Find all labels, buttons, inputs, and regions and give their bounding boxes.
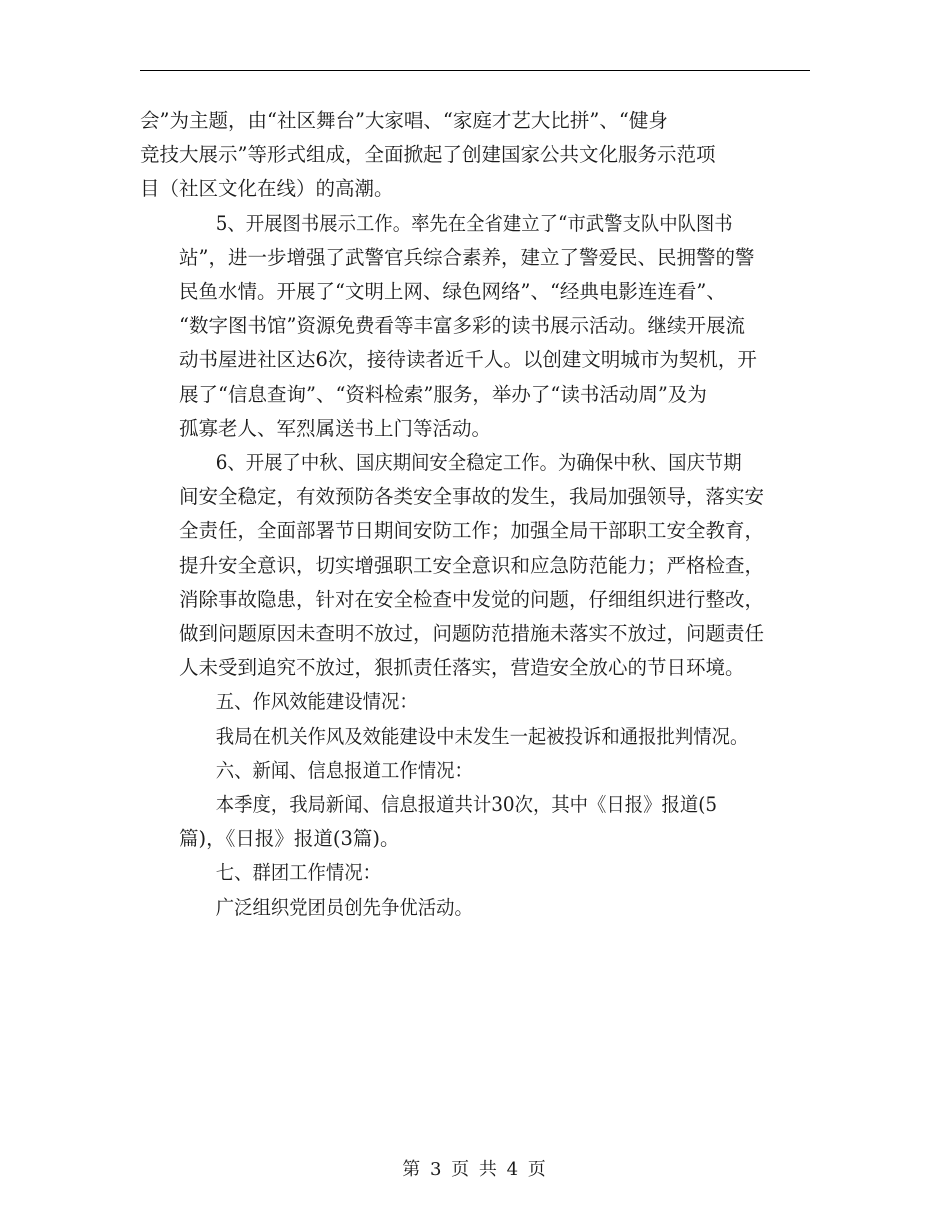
- text-line: 全责任，全面部署节日期间安防工作；加强全局干部职工安全教育，: [179, 519, 765, 543]
- paragraph: [140, 720, 810, 754]
- paragraph: [140, 856, 810, 890]
- text-line: 5、开展图书展示工作。率先在全省建立了“市武警支队中队图书: [215, 211, 733, 235]
- text-line: 六、新闻、信息报道工作情况：: [215, 758, 473, 782]
- text-line: 6、开展了中秋、国庆期间安全稳定工作。为确保中秋、国庆节期: [215, 451, 742, 475]
- text-line: 我局在机关作风及效能建设中未发生一起被投诉和通报批判情况。: [215, 724, 749, 748]
- text-line: 七、群团工作情况：: [215, 861, 382, 885]
- text-line: 消除事故隐患，针对在安全检查中发觉的问题，仔细组织进行整改，: [179, 587, 765, 611]
- paragraph: [140, 788, 810, 856]
- document-body: [140, 104, 810, 925]
- paragraph: [140, 891, 810, 925]
- text-line: 站”，进一步增强了武警官兵综合素养，建立了警爱民、民拥警的警: [179, 245, 755, 269]
- text-line: 目（社区文化在线）的高潮。: [140, 177, 394, 201]
- text-line: 五、作风效能建设情况：: [215, 690, 418, 714]
- text-line: 展了“信息查询”、“资料检索”服务，举办了“读书活动周”及为: [179, 382, 707, 406]
- text-line: 会”为主题，由“社区舞台”大家唱、“家庭才艺大比拼”、“健身: [140, 109, 668, 132]
- text-line: 动书屋进社区达6次，接待读者近千人。以创建文明城市为契机，开: [179, 348, 757, 372]
- text-line: 民鱼水情。开展了“文明上网、绿色网络”、“经典电影连连看”、: [179, 280, 726, 304]
- text-line: 本季度，我局新闻、信息报道共计30次，其中《日报》报道(5: [215, 793, 718, 817]
- header-rule: [140, 70, 810, 71]
- text-line: 孤寡老人、军烈属送书上门等活动。: [179, 416, 492, 440]
- text-line: 篇)，《日报》报道(3篇)。: [179, 827, 400, 851]
- text-line: 广泛组织党团员创先争优活动。: [215, 895, 473, 919]
- text-line: 人未受到追究不放过，狠抓责任落实，营造安全放心的节日环境。: [179, 656, 745, 680]
- paragraph: [140, 754, 810, 788]
- page-number-footer: 第 3 页 共 4 页: [402, 1159, 548, 1180]
- text-line: “数字图书馆”资源免费看等丰富多彩的读书展示活动。继续开展流: [179, 314, 745, 338]
- paragraph: [140, 685, 810, 719]
- text-line: 间安全稳定，有效预防各类安全事故的发生，我局加强领导，落实安: [179, 485, 765, 509]
- text-line: 提升安全意识，切实增强职工安全意识和应急防范能力；严格检查，: [179, 553, 765, 577]
- text-line: 竞技大展示”等形式组成，全面掀起了创建国家公共文化服务示范项: [140, 143, 716, 167]
- paragraph: [140, 104, 810, 207]
- text-line: 做到问题原因未查明不放过，问题防范措施未落实不放过，问题责任: [179, 622, 765, 646]
- paragraph: [140, 207, 810, 446]
- paragraph: [140, 446, 810, 685]
